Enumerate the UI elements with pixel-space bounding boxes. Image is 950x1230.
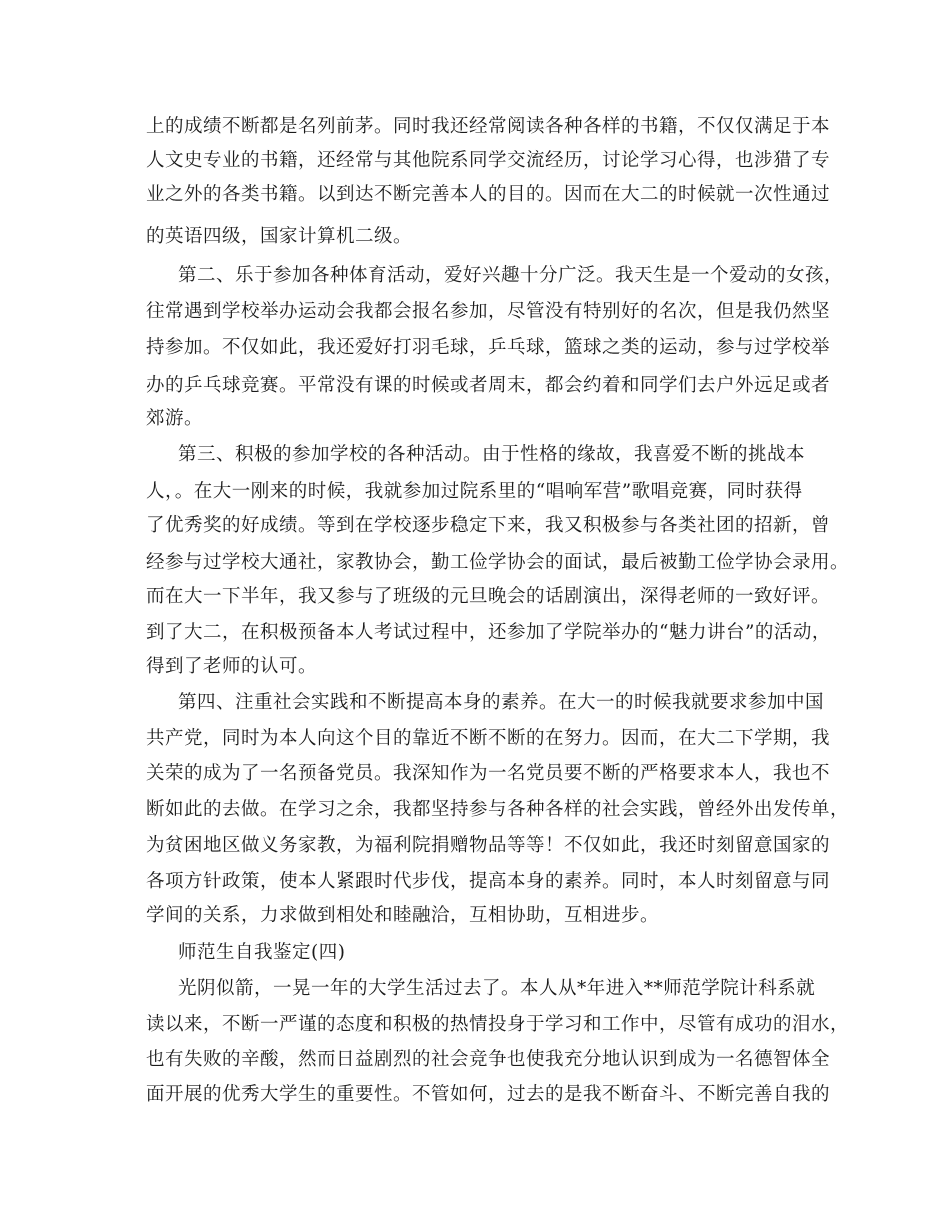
text-line: 的英语四级，国家计算机二级。 [146, 226, 413, 247]
text-line: 业之外的各类书籍。以到达不断完善本人的目的。因而在大二的时候就一次性通过 [146, 184, 831, 205]
text-line: 上的成绩不断都是名列前茅。同时我还经常阅读各种各样的书籍，不仅仅满足于本 [146, 116, 831, 137]
text-line: 郊游。 [146, 408, 204, 429]
text-line: 各项方针政策，使本人紧跟时代步伐，提高本身的素养。同时，本人时刻留意与同 [146, 871, 831, 892]
paragraph-first-line: 光阴似箭，一晃一年的大学生活过去了。本人从*年进入**师范学院计科系就 [178, 978, 816, 999]
text-line: 持参加。不仅如此，我还爱好打羽毛球，乒乓球，篮球之类的运动，参与过学校举 [146, 337, 831, 358]
text-line: 经参与过学校大通社，家教协会，勤工俭学协会的面试，最后被勤工俭学协会录用。 [146, 552, 850, 573]
text-line: 了优秀奖的好成绩。等到在学校逐步稳定下来，我又积极参与各类社团的招新，曾 [146, 515, 831, 536]
text-line: 读以来，不断一严谨的态度和积极的热情投身于学习和工作中，尽管有成功的泪水， [146, 1014, 850, 1035]
text-line: 面开展的优秀大学生的重要性。不管如何，过去的是我不断奋斗、不断完善自我的 [146, 1084, 831, 1105]
text-line: 关荣的成为了一名预备党员。我深知作为一名党员要不断的严格要求本人，我也不 [146, 763, 831, 784]
text-line: 人文史专业的书籍，还经常与其他院系同学交流经历，讨论学习心得，也涉猎了专 [146, 150, 831, 171]
text-line: 断如此的去做。在学习之余，我都坚持参与各种各样的社会实践，曾经外出发传单， [146, 799, 850, 820]
text-line: 学间的关系，力求做到相处和睦融洽，互相协助，互相进步。 [146, 905, 660, 926]
paragraph-first-line: 第二、乐于参加各种体育活动，爱好兴趣十分广泛。我天生是一个爱动的女孩， [178, 265, 844, 286]
text-line: 共产党，同时为本人向这个目的靠近不断不断的在努力。因而，在大二下学期，我 [146, 728, 831, 749]
text-line: 为贫困地区做义务家教，为福利院捐赠物品等等！不仅如此，我还时刻留意国家的 [146, 835, 831, 856]
text-line: 人，。在大一刚来的时候，我就参加过院系里的“唱响军营”歌唱竞赛，同时获得 [146, 481, 803, 502]
text-line: 往常遇到学校举办运动会我都会报名参加，尽管没有特别好的名次，但是我仍然坚 [146, 301, 831, 322]
section-heading: 师范生自我鉴定(四) [178, 942, 346, 963]
text-line: 到了大二，在积极预备本人考试过程中，还参加了学院举办的“魅力讲台”的活动， [146, 622, 831, 643]
text-line: 而在大一下半年，我又参与了班级的元旦晚会的话剧演出，深得老师的一致好评。 [146, 586, 831, 607]
text-line: 办的乒乓球竞赛。平常没有课的时候或者周末，都会约着和同学们去户外远足或者 [146, 375, 831, 396]
paragraph-first-line: 第三、积极的参加学校的各种活动。由于性格的缘故，我喜爱不断的挑战本 [178, 444, 806, 465]
text-line: 也有失败的辛酸，然而日益剧烈的社会竞争也使我充分地认识到成为一名德智体全 [146, 1049, 831, 1070]
text-line: 得到了老师的认可。 [146, 656, 318, 677]
paragraph-first-line: 第四、注重社会实践和不断提高本身的素养。在大一的时候我就要求参加中国 [178, 692, 825, 713]
